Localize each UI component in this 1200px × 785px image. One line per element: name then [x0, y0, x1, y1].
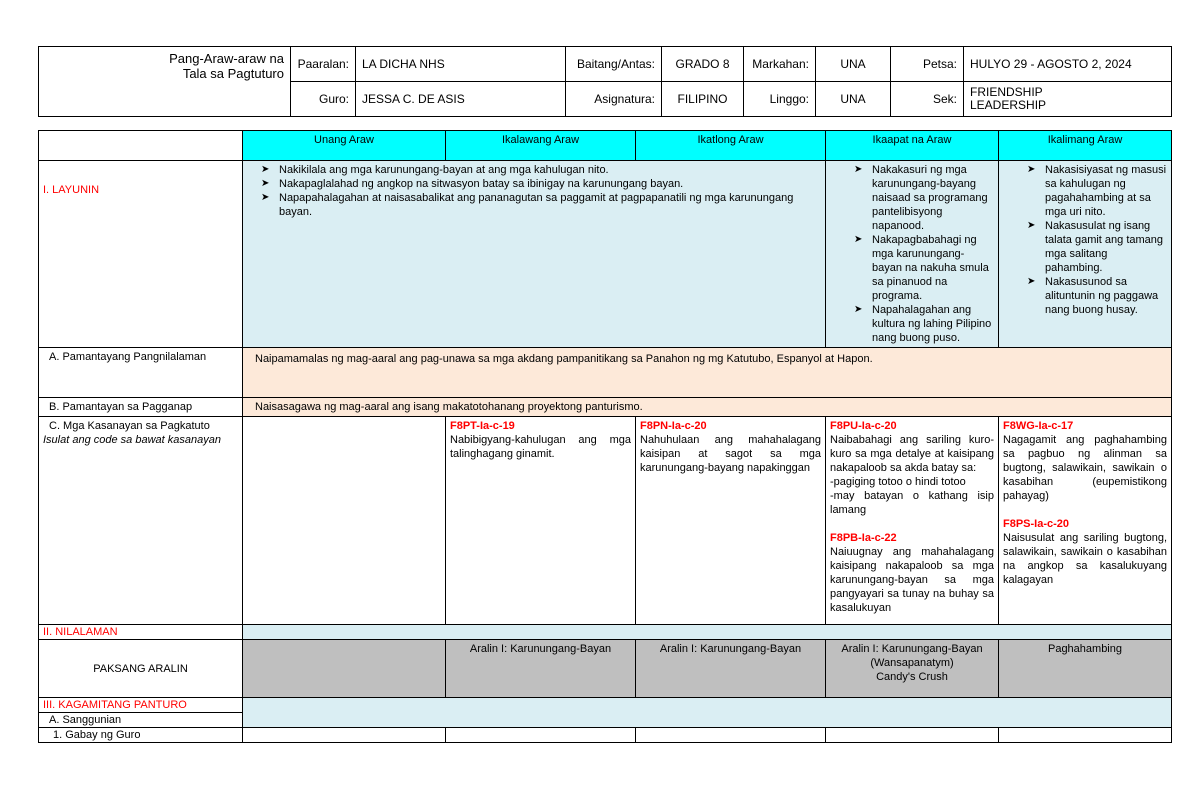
layunin-item-1: ➤ Nakikilala ang mga karunungang-bayan at ang mga kahulugan nito.: [261, 163, 821, 177]
kasanayan-day4-text2: Naiuugnay ang mahahalagang kaisipang nakapaloob sa mga karunungang-bayan sa mga pangyayari sa tunay na buhay sa kasalukuyan: [830, 546, 994, 614]
corner-cell: [39, 131, 243, 161]
layunin-day4-item-3: ➤ Napahalagahan ang kultura ng lahing Pilipino nang buong puso.: [854, 303, 994, 345]
day-header-4: Ikaapat na Araw: [826, 131, 999, 161]
kagamitan-label: III. KAGAMITANG PANTURO: [39, 698, 243, 713]
layunin-list-1to3: [247, 163, 821, 219]
gabay-day4: [826, 728, 999, 743]
layunin-label: I. LAYUNIN: [39, 161, 243, 348]
kasanayan-day2-code: F8PT-Ia-c-19: [450, 420, 515, 432]
paksa-day4: [826, 640, 999, 698]
linggo-label: Linggo:: [744, 82, 816, 117]
baitang-label: Baitang/Antas:: [566, 47, 662, 82]
layunin-item-3: ➤ Napapahalagahan at naisasabalikat ang pananagutan sa paggamit at pagpapanatili ng mga karunungang bayan.: [261, 191, 821, 219]
kasanayan-day4-text1c: -may batayan o kathang isip lamang: [830, 490, 994, 516]
paaralan-value: LA DICHA NHS: [356, 47, 566, 82]
layunin-day5-item-2: ➤ Nakasusulat ng isang talata gamit ang tamang mga salitang pahambing.: [1027, 219, 1167, 275]
markahan-value: UNA: [816, 47, 891, 82]
paksa-day5: Paghahambing: [999, 640, 1172, 698]
kasanayan-sublabel: Isulat ang code sa bawat kasanayan: [43, 434, 221, 446]
layunin-list-day5: [1003, 163, 1167, 317]
kasanayan-day2: [446, 417, 636, 625]
pamantayan-pagganap-value: Naisasagawa ng mag-aaral ang isang makatotohanang proyektong panturismo.: [243, 398, 1172, 417]
sek-label: Sek:: [891, 82, 964, 117]
plan-title-line1: Pang-Araw-araw na: [169, 51, 284, 66]
header-table: [38, 46, 1172, 117]
lesson-plan-table: [38, 130, 1172, 743]
day-header-3: Ikatlong Araw: [636, 131, 826, 161]
gabay-day1: [243, 728, 446, 743]
sek-value: [964, 82, 1172, 117]
kasanayan-day4-code1: F8PU-Ia-c-20: [830, 420, 897, 432]
gabay-day3: [636, 728, 826, 743]
kasanayan-day4-text1b: -pagiging totoo o hindi totoo: [830, 476, 966, 488]
kasanayan-day5-text1: Nagagamit ang paghahambing sa pagbuo ng alinman sa bugtong, salawikain, sawikain o kasabihan (eupemistikong pahayag): [1003, 434, 1167, 502]
kasanayan-day5-text2: Naisusulat ang sariling bugtong, salawikain, sawikain o kasabihan na angkop sa kasalukuyang kalagayan: [1003, 532, 1167, 586]
sanggunian-label: A. Sanggunian: [39, 713, 243, 728]
kasanayan-day4-code2: F8PB-Ia-c-22: [830, 532, 897, 544]
day-header-1: Unang Araw: [243, 131, 446, 161]
layunin-day5-item-3: ➤ Nakasusunod sa alituntunin ng paggawa nang buong husay.: [1027, 275, 1167, 317]
nilalaman-label: II. NILALAMAN: [39, 625, 243, 640]
plan-title: [39, 47, 291, 117]
gabay-label: 1. Gabay ng Guro: [39, 728, 243, 743]
layunin-list-day4: [830, 163, 994, 345]
asignatura-label: Asignatura:: [566, 82, 662, 117]
paksa-day4-line3: Candy's Crush: [876, 671, 948, 683]
sek-line1: FRIENDSHIP: [970, 85, 1043, 99]
layunin-days1to3: [243, 161, 826, 348]
petsa-value: HULYO 29 - AGOSTO 2, 2024: [964, 47, 1172, 82]
layunin-item-2: ➤ Nakapaglalahad ng angkop na sitwasyon batay sa ibinigay na karunungang bayan.: [261, 177, 821, 191]
kasanayan-label-cell: [39, 417, 243, 625]
pamantayang-pangnilalaman-value: Naipamamalas ng mag-aaral ang pag-unawa sa mga akdang pampanitikang sa Panahon ng mg Katutubo, Espanyol at Hapon.: [243, 348, 1172, 398]
baitang-value: GRADO 8: [662, 47, 744, 82]
kasanayan-day2-text: Nabibigyang-kahulugan ang mga talinghagang ginamit.: [450, 434, 631, 460]
kagamitan-fill: [243, 698, 1172, 728]
paksa-day2: Aralin I: Karunungang-Bayan: [446, 640, 636, 698]
asignatura-value: FILIPINO: [662, 82, 744, 117]
petsa-label: Petsa:: [891, 47, 964, 82]
plan-title-line2: Tala sa Pagtuturo: [182, 66, 284, 81]
kasanayan-day4: [826, 417, 999, 625]
sek-line2: LEADERSHIP: [970, 98, 1047, 112]
linggo-value: UNA: [816, 82, 891, 117]
layunin-day4-item-2: ➤ Nakapagbabahagi ng mga karunungang-bayan na nakuha smula sa pinanuod na programa.: [854, 233, 994, 303]
paaralan-label: Paaralan:: [291, 47, 356, 82]
paksa-day4-line1: Aralin I: Karunungang-Bayan: [841, 643, 983, 655]
layunin-day4: [826, 161, 999, 348]
kasanayan-day3-code: F8PN-Ia-c-20: [640, 420, 707, 432]
gabay-day5: [999, 728, 1172, 743]
kasanayan-label: C. Mga Kasanayan sa Pagkatuto: [49, 420, 210, 432]
kasanayan-day5: [999, 417, 1172, 625]
paksa-day1: [243, 640, 446, 698]
day-header-2: Ikalawang Araw: [446, 131, 636, 161]
kasanayan-day4-text1: Naibabahagi ang sariling kuro-kuro sa mga detalye at kaisipang nakapaloob sa akda batay sa:: [830, 434, 994, 474]
paksa-day4-line2: (Wansapanatym): [870, 657, 954, 669]
kasanayan-day5-code1: F8WG-Ia-c-17: [1003, 420, 1074, 432]
kasanayan-day5-code2: F8PS-Ia-c-20: [1003, 518, 1070, 530]
kasanayan-day1: [243, 417, 446, 625]
pamantayan-pagganap-label: B. Pamantayan sa Pagganap: [39, 398, 243, 417]
pamantayang-pangnilalaman-label: A. Pamantayang Pangnilalaman: [39, 348, 243, 398]
layunin-day5: [999, 161, 1172, 348]
layunin-day5-item-1: ➤ Nakasisiyasat ng masusi sa kahulugan ng pagahahambing at sa mga uri nito.: [1027, 163, 1167, 219]
paksa-label: PAKSANG ARALIN: [39, 640, 243, 698]
paksa-day3: Aralin I: Karunungang-Bayan: [636, 640, 826, 698]
gabay-day2: [446, 728, 636, 743]
guro-label: Guro:: [291, 82, 356, 117]
guro-value: JESSA C. DE ASIS: [356, 82, 566, 117]
nilalaman-fill: [243, 625, 1172, 640]
layunin-day4-item-1: ➤ Nakakasuri ng mga karunungang-bayang naisaad sa programang pantelibisyong napanood.: [854, 163, 994, 233]
markahan-label: Markahan:: [744, 47, 816, 82]
kasanayan-day3: [636, 417, 826, 625]
day-header-5: Ikalimang Araw: [999, 131, 1172, 161]
kasanayan-day3-text: Nahuhulaan ang mahahalagang kaisipan at sagot sa mga karunungang-bayang napakinggan: [640, 434, 821, 474]
